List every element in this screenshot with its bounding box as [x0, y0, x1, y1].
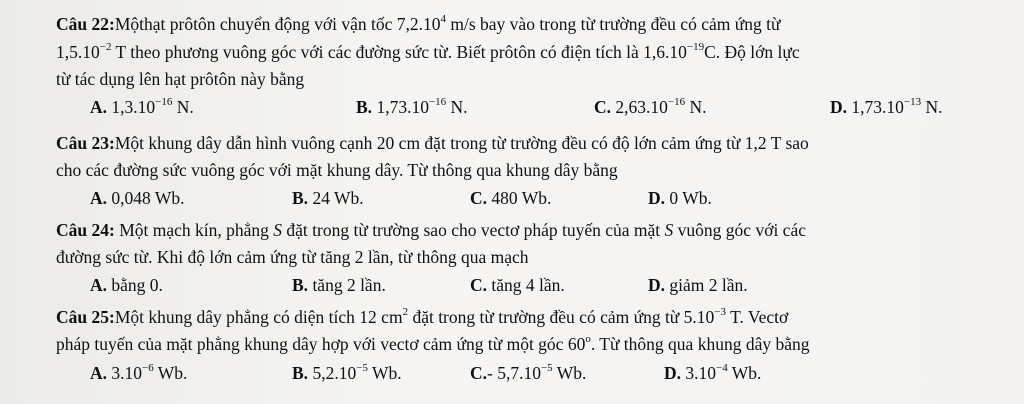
q25-option-b: B. $5,2.10^{-5}$ Wb. [292, 362, 402, 383]
q25-label: Câu 25: [56, 307, 115, 327]
q23-option-b: B. 24 Wb. [292, 188, 364, 208]
q24-label: Câu 24: [56, 220, 115, 240]
q23-text-1: Một khung dây dẫn hình vuông cạnh 20 cm đặt trong từ trường đều có độ lớn cảm ứng từ 1,2 T sao [114, 133, 809, 153]
q25-line-2: pháp tuyến của mặt phẳng khung dây hợp với vectơ cảm ứng từ một góc 60$^o$. Từ thông qua khung dây bằng [56, 333, 810, 354]
q22-line-1 [56, 13, 780, 35]
q22-sup-2a: −2 [99, 41, 112, 54]
q22-option-c: C. $2,63.10^{-16}$ N. [594, 96, 707, 117]
q22-line-3: từ tác dụng lên hạt prôtôn này bằng [56, 69, 305, 89]
q22-option-a: A. $1,3.10^{-16}$ N. [90, 96, 194, 117]
q23-line-1 [56, 132, 809, 154]
q25-option-a: A. $3.10^{-6}$ Wb. [90, 362, 188, 383]
q25-line-1: Câu 25:Một khung dây phẳng có diện tích 12 $cm^2$ đặt trong từ trường đều có cảm ứng từ $5.10^{-3}$ T. Vectơ [56, 306, 789, 327]
q23-label: Câu 23: [56, 133, 115, 153]
q22-text-2b: T theo phương vuông góc với các đường sức từ. Biết prôtôn có điện tích là 1,6.10 [111, 42, 687, 62]
q22-text-1a: Mộthạt prôtôn chuyển động với vận tốc 7,2.10 [114, 14, 441, 34]
q22-text-2c: C. Độ lớn lực [704, 42, 800, 62]
q22-option-b: B. $1,73.10^{-16}$ N. [356, 96, 468, 117]
q24-option-a: A. bằng 0. [90, 275, 163, 295]
q22-text-1b: m/s bay vào trong từ trường đều có cảm ứng từ [446, 14, 781, 34]
q22-line-2 [56, 41, 800, 63]
q22-text-2a: 1,5.10 [56, 42, 100, 62]
q22-option-d: D. $1,73.10^{-13}$ N. [830, 96, 943, 117]
q25-option-c: C.- $5,7.10^{-5}$ Wb. [470, 362, 587, 383]
q25-option-d: D. $3.10^{-4}$ Wb. [664, 362, 762, 383]
q24-option-d: D. giảm 2 lần. [648, 275, 748, 295]
q23-option-a: A. 0,048 Wb. [90, 188, 185, 208]
q23-option-d: D. 0 Wb. [648, 188, 712, 208]
q23-line-2: cho các đường sức vuông góc với mặt khung dây. Từ thông qua khung dây bằng [56, 160, 618, 180]
q24-option-c: C. tăng 4 lần. [470, 275, 565, 295]
q22-sup-1: 4 [440, 13, 446, 26]
q24-line-1: Câu 24: Một mạch kín, phẳng S đặt trong từ trường sao cho vectơ pháp tuyến của mặt S vuông góc với các [56, 220, 806, 240]
q24-option-b: B. tăng 2 lần. [292, 275, 386, 295]
q23-option-c: C. 480 Wb. [470, 188, 552, 208]
q22-sup-2b: −19 [686, 41, 705, 54]
q24-line-2: đường sức từ. Khi độ lớn cảm ứng từ tăng 2 lần, từ thông qua mạch [56, 247, 529, 267]
q22-label: Câu 22: [56, 14, 115, 34]
